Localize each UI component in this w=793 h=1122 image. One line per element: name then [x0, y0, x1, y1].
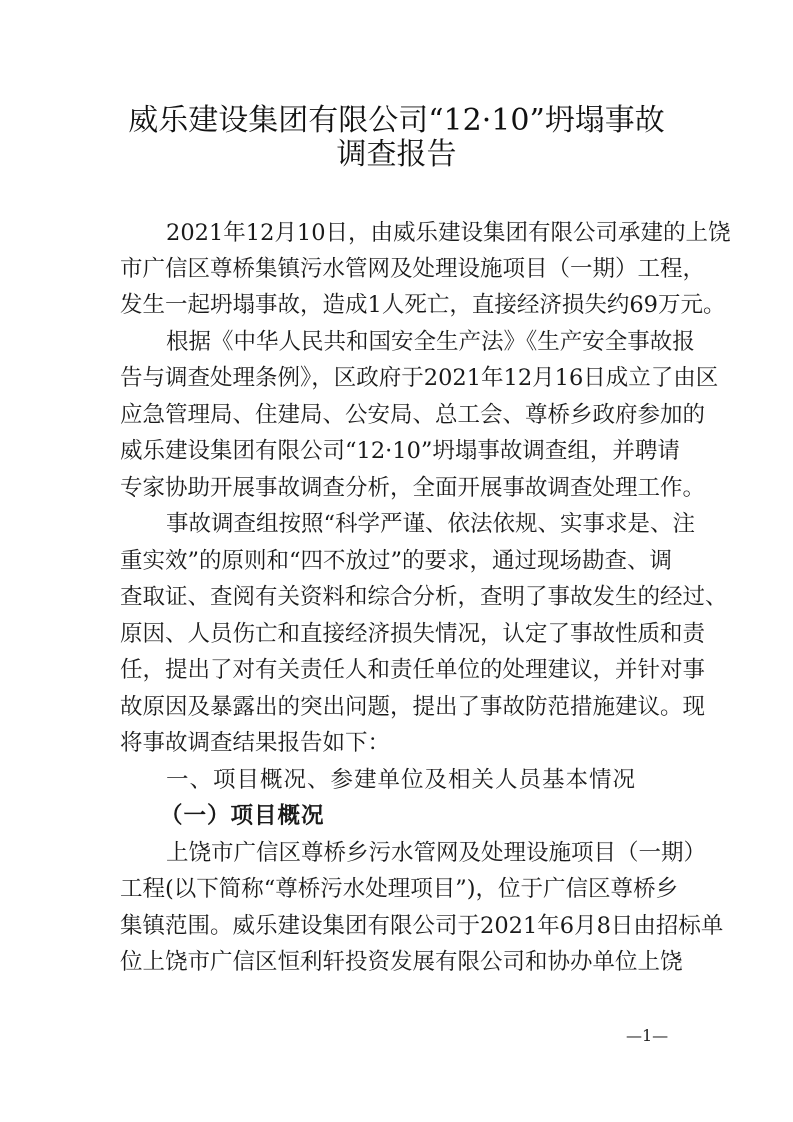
paragraph-2-line-3: 应急管理局、住建局、公安局、总工会、尊桥乡政府参加的: [120, 402, 706, 428]
paragraph-3-line-7: 将事故调查结果报告如下：: [120, 730, 391, 756]
paragraph-1-line-2: 市广信区尊桥集镇污水管网及处理设施项目（一期）工程，: [120, 256, 706, 282]
paragraph-2-line-1: 根据《中华人民共和国安全生产法》《生产安全事故报: [166, 329, 695, 355]
paragraph-3-line-2: 重实效”的原则和“四不放过”的要求，通过现场勘查、调: [120, 548, 673, 574]
section-heading: 一、项目概况、参建单位及相关人员基本情况: [166, 767, 637, 793]
subsection-heading: （一）项目概况: [160, 803, 325, 829]
project-paragraph-line-2: 工程(以下简称“尊桥污水处理项目”)，位于广信区尊桥乡: [120, 876, 679, 902]
paragraph-1-line-3: 发生一起坍塌事故，造成1人死亡，直接经济损失约69万元。: [120, 292, 726, 318]
project-paragraph-line-1: 上饶市广信区尊桥乡污水管网及处理设施项目（一期）: [166, 840, 707, 866]
report-title-line-2: 调查报告: [336, 137, 457, 172]
paragraph-3-line-1: 事故调查组按照“科学严谨、依法依规、实事求是、注: [166, 511, 696, 537]
page-number: —1—: [626, 1026, 669, 1045]
report-title-line-1: 威乐建设集团有限公司“12·10”坍塌事故: [128, 103, 665, 138]
paragraph-3-line-5: 任，提出了对有关责任人和责任单位的处理建议，并针对事: [120, 657, 706, 683]
paragraph-1-line-1: 2021年12月10日，由威乐建设集团有限公司承建的上饶: [166, 220, 731, 246]
paragraph-3-line-3: 查取证、查阅有关资料和综合分析，查明了事故发生的经过、: [120, 584, 728, 610]
paragraph-2-line-5: 专家协助开展事故调查分析，全面开展事故调查处理工作。: [120, 475, 706, 501]
paragraph-2-line-2: 告与调查处理条例》，区政府于2021年12月16日成立了由区: [120, 365, 719, 391]
paragraph-3-line-6: 故原因及暴露出的突出问题，提出了事故防范措施建议。现: [120, 694, 706, 720]
paragraph-3-line-4: 原因、人员伤亡和直接经济损失情况，认定了事故性质和责: [120, 621, 706, 647]
project-paragraph-line-3: 集镇范围。威乐建设集团有限公司于2021年6月8日由招标单: [120, 913, 724, 939]
paragraph-2-line-4: 威乐建设集团有限公司“12·10”坍塌事故调查组，并聘请: [120, 438, 680, 464]
project-paragraph-line-4: 位上饶市广信区恒利轩投资发展有限公司和协办单位上饶: [120, 949, 683, 975]
